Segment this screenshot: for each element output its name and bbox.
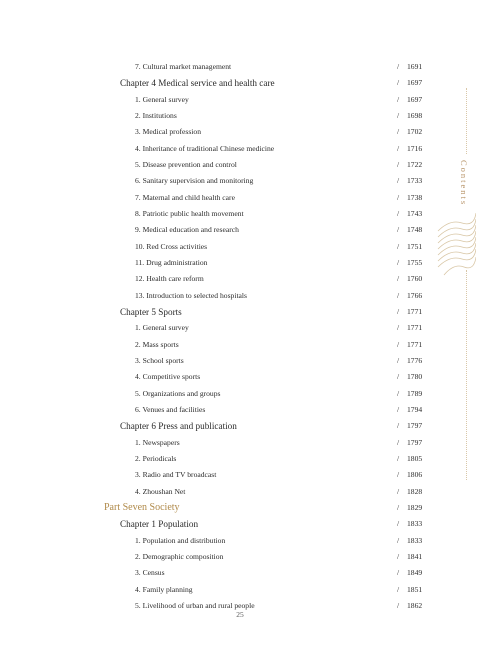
page-separator: / [397, 323, 400, 333]
page-separator: / [397, 502, 400, 512]
page-separator: / [397, 470, 400, 480]
page-separator: / [397, 176, 400, 186]
page-separator: / [397, 159, 400, 169]
toc-item-row [0, 470, 480, 480]
toc-item-row [0, 291, 480, 301]
toc-page-number: 1743 [407, 208, 423, 218]
toc-page-number: 1829 [407, 502, 423, 512]
toc-item-row [0, 258, 480, 268]
toc-page-number: 1851 [407, 584, 423, 594]
toc-item-row [0, 585, 480, 595]
toc-item-title: 9. Medical education and research [135, 225, 239, 235]
toc-page-number: 1797 [407, 421, 423, 431]
toc-item-row [0, 405, 480, 415]
page-separator: / [397, 290, 400, 300]
page-separator: / [397, 94, 400, 104]
page-separator: / [397, 241, 400, 251]
page-separator: / [397, 519, 400, 529]
toc-page-number: 1691 [407, 62, 423, 71]
toc-page-number: 1697 [407, 94, 423, 104]
toc-item-title: 5. Organizations and groups [135, 388, 221, 398]
toc-item-row [0, 127, 480, 137]
toc-page-number: 1748 [407, 225, 423, 235]
toc-item-row [0, 62, 480, 72]
toc-item-row [0, 487, 480, 497]
toc-item-row [0, 389, 480, 399]
toc-item-title: 4. Zhoushan Net [135, 486, 186, 496]
toc-page-number: 1841 [407, 551, 423, 561]
toc-page-number: 1797 [407, 437, 423, 447]
page-separator: / [397, 355, 400, 365]
toc-item-row [0, 111, 480, 121]
toc-page-number: 1751 [407, 241, 423, 251]
toc-item-title: 2. Mass sports [135, 339, 179, 349]
toc-chapter-row [0, 518, 480, 530]
toc-item-title: 5. Livelihood of urban and rural people [135, 600, 255, 610]
toc-item-row [0, 95, 480, 105]
toc-item-title: 4. Family planning [135, 584, 193, 594]
toc-item-row [0, 536, 480, 546]
toc-chapter-row [0, 77, 480, 89]
toc-item-row [0, 144, 480, 154]
toc-item-title: 13. Introduction to selected hospitals [135, 290, 247, 300]
toc-item-title: 10. Red Cross activities [135, 241, 208, 251]
toc-item-title: 2. Institutions [135, 110, 177, 120]
toc-item-row [0, 356, 480, 366]
toc-item-title: 3. Medical profession [135, 127, 202, 137]
toc-item-title: 7. Cultural market management [135, 62, 232, 71]
toc-item-row [0, 242, 480, 252]
toc-page-number: 1716 [407, 143, 423, 153]
page-separator: / [397, 143, 400, 153]
page-separator: / [397, 535, 400, 545]
page-separator: / [397, 421, 400, 431]
toc-item-title: 2. Demographic composition [135, 551, 224, 561]
toc-page-number: 1794 [407, 404, 423, 414]
page-separator: / [397, 551, 400, 561]
sidebar-rule-bottom [466, 270, 467, 480]
page-separator: / [397, 486, 400, 496]
page-separator: / [397, 600, 400, 610]
sidebar-title: Contents [459, 160, 469, 207]
toc-page-number: 1771 [407, 339, 423, 349]
toc-part-row [0, 502, 480, 514]
toc-page-number: 1806 [407, 470, 423, 480]
page-separator: / [397, 257, 400, 267]
page-separator: / [397, 437, 400, 447]
toc-item-row [0, 438, 480, 448]
toc-item-title: 4. Inheritance of traditional Chinese medicine [135, 143, 275, 153]
toc-item-title: 1. Newspapers [135, 437, 180, 447]
page-separator: / [397, 404, 400, 414]
toc-item-title: 3. School sports [135, 355, 184, 365]
toc-page-number: 1849 [407, 568, 423, 578]
wave-ornament [436, 205, 476, 280]
toc-page-number: 1862 [407, 600, 423, 610]
page-separator: / [397, 372, 400, 382]
toc-page-number: 1789 [407, 388, 423, 398]
toc-item-title: 12. Health care reform [135, 274, 204, 284]
toc-chapter-title: Chapter 6 Press and publication [120, 421, 237, 432]
toc-page-number: 1828 [407, 486, 423, 496]
toc-chapter-row [0, 420, 480, 432]
toc-item-row [0, 193, 480, 203]
page-separator: / [397, 568, 400, 578]
toc-page-number: 1755 [407, 257, 423, 267]
toc-item-title: 5. Disease prevention and control [135, 159, 237, 169]
toc-chapter-title: Chapter 4 Medical service and health care [120, 78, 275, 89]
toc-page-number: 1771 [407, 323, 423, 333]
page-separator: / [397, 388, 400, 398]
toc-page-number: 1771 [407, 306, 423, 316]
toc-item-row [0, 372, 480, 382]
page-separator: / [397, 78, 400, 88]
toc-item-row [0, 225, 480, 235]
page-separator: / [397, 584, 400, 594]
page-separator: / [397, 453, 400, 463]
toc-item-title: 4. Competitive sports [135, 372, 201, 382]
toc-chapter-title: Chapter 5 Sports [120, 306, 182, 317]
toc-page-number: 1697 [407, 78, 423, 88]
page-separator: / [397, 127, 400, 137]
toc-item-row [0, 160, 480, 170]
toc-item-title: 1. General survey [135, 323, 189, 333]
page-separator: / [397, 339, 400, 349]
toc-page-number: 1698 [407, 110, 423, 120]
toc-item-title: 1. Population and distribution [135, 535, 226, 545]
toc-page-number: 1780 [407, 372, 423, 382]
toc-item-title: 7. Maternal and child health care [135, 192, 235, 202]
toc-item-title: 3. Radio and TV broadcast [135, 470, 217, 480]
toc-item-title: 1. General survey [135, 94, 189, 104]
page-separator: / [397, 306, 400, 316]
toc-item-title: 6. Venues and facilities [135, 404, 206, 414]
toc-page-number: 1805 [407, 453, 423, 463]
toc-item-row [0, 340, 480, 350]
toc-page-number: 1776 [407, 355, 423, 365]
toc-item-row [0, 323, 480, 333]
toc-page-number: 1722 [407, 159, 423, 169]
toc-item-row [0, 176, 480, 186]
toc-page-number: 1738 [407, 192, 423, 202]
toc-chapter-title: Chapter 1 Population [120, 519, 199, 530]
toc-item-title: 8. Patriotic public health movement [135, 208, 244, 218]
toc-item-title: 3. Census [135, 568, 165, 578]
page-separator: / [397, 274, 400, 284]
page-separator: / [397, 192, 400, 202]
toc-item-title: 2. Periodicals [135, 453, 177, 463]
toc-item-row [0, 274, 480, 284]
toc-page-number: 1702 [407, 127, 423, 137]
page-separator: / [397, 62, 400, 71]
toc-page-number: 1833 [407, 535, 423, 545]
toc-item-title: 6. Sanitary supervision and monitoring [135, 176, 254, 186]
page-separator: / [397, 208, 400, 218]
toc-page-number: 1733 [407, 176, 423, 186]
toc-page-number: 1760 [407, 274, 423, 284]
toc-item-row [0, 209, 480, 219]
toc-item-row [0, 568, 480, 578]
page-number: 25 [236, 610, 244, 619]
toc-part-title: Part Seven Society [104, 501, 180, 513]
toc-item-row [0, 454, 480, 464]
sidebar-rule-top [466, 88, 467, 154]
page-separator: / [397, 110, 400, 120]
toc-page-number: 1766 [407, 290, 423, 300]
toc-page-number: 1833 [407, 519, 423, 529]
toc-item-title: 11. Drug administration [135, 257, 208, 267]
toc-chapter-row [0, 306, 480, 318]
toc-item-row [0, 552, 480, 562]
page-separator: / [397, 225, 400, 235]
